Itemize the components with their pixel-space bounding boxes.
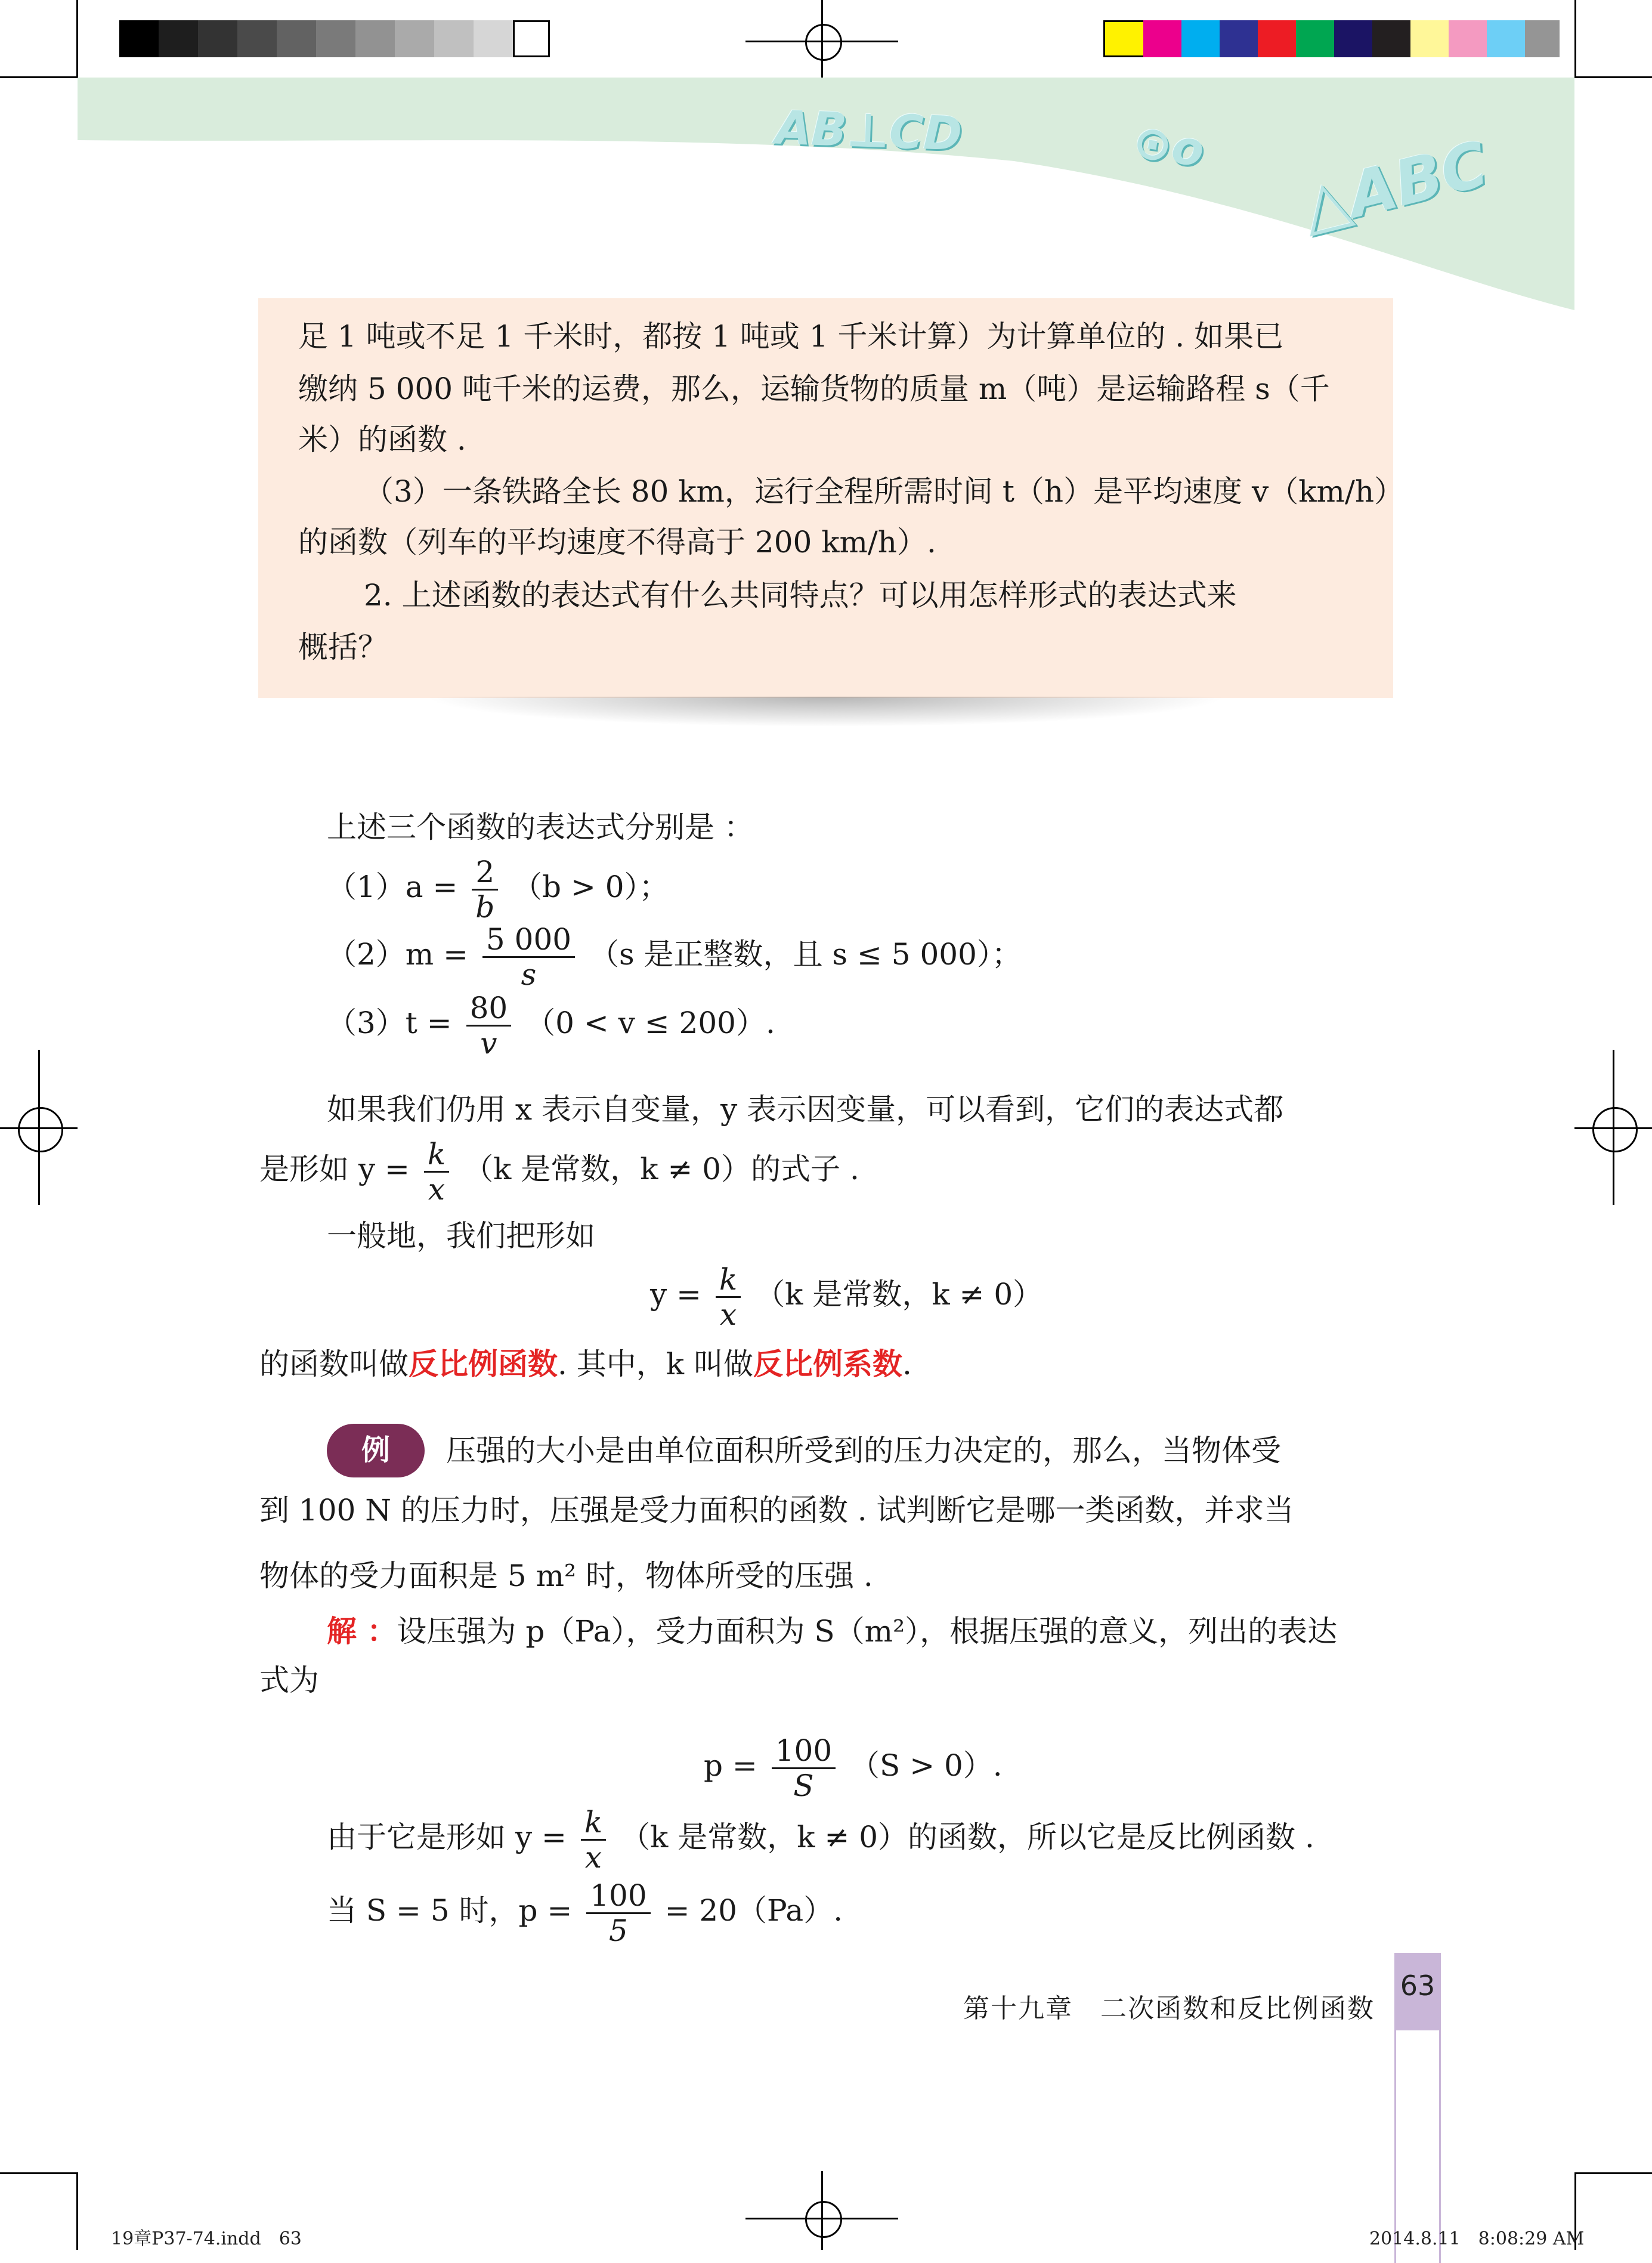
conclusion-2-denominator: 5 (609, 1913, 628, 1948)
header-deco-triangle: △ABC (1294, 127, 1495, 244)
solution-equation-condition: （S > 0）. (850, 1748, 1003, 1783)
chapter-title: 第十九章 二次函数和反比例函数 (963, 1993, 1375, 2024)
paragraph-1: 如果我们仍用 x 表示自变量，y 表示因变量，可以看到，它们的表达式都 (327, 1092, 1284, 1127)
example-line-2: 到 100 N 的压力时，压强是受力面积的函数 . 试判断它是哪一类函数，并求当 (259, 1493, 1294, 1528)
conclusion-1-numerator: k (581, 1806, 606, 1841)
formula-3 (327, 987, 775, 1060)
term-inverse-proportional-coefficient: 反比例系数 (753, 1347, 902, 1381)
paragraph-2-lhs: 是形如 y = (259, 1152, 410, 1186)
paragraph-2-fraction (424, 1137, 449, 1206)
paragraph-2-rest: （k 是常数，k ≠ 0）的式子 . (463, 1152, 859, 1186)
solution-equation-lhs: p = (704, 1748, 757, 1783)
definition-denominator: x (720, 1297, 737, 1332)
header-deco-circles: ⊙o (1130, 115, 1208, 178)
formula-2 (327, 919, 1022, 991)
formula-3-lhs: （3）t = (327, 1006, 452, 1040)
formula-3-numerator: 80 (466, 991, 512, 1027)
definition-sentence (259, 1345, 912, 1383)
solution-equation-numerator: 100 (772, 1734, 836, 1769)
formula-2-denominator: s (521, 957, 537, 992)
paragraph-3: 一般地，我们把形如 (327, 1219, 595, 1253)
box-shadow (258, 697, 1393, 768)
formula-2-fraction (482, 923, 575, 991)
definition-text-b: . 其中，k 叫做 (558, 1347, 753, 1381)
conclusion-2-fraction (586, 1879, 650, 1947)
definition-numerator: k (716, 1263, 741, 1298)
formula-1-lhs: （1）a = (327, 870, 458, 904)
paragraph-2-numerator: k (424, 1137, 449, 1173)
definition-formula (650, 1259, 1042, 1331)
solution-line-2: 式为 (259, 1663, 319, 1698)
formula-3-denominator: v (480, 1025, 497, 1061)
example-line-3: 物体的受力面积是 5 m² 时，物体所受的压强 . (259, 1559, 873, 1593)
solution-text: 设压强为 p（Pa），受力面积为 S（m²），根据压强的意义，列出的表达 (397, 1614, 1338, 1649)
example-line-1: 压强的大小是由单位面积所受到的压力决定的，那么，当物体受 (446, 1433, 1281, 1468)
box-line-4: （3）一条铁路全长 80 km，运行全程所需时间 t（h）是平均速度 v（km/h） (364, 474, 1404, 509)
box-line-3: 米）的函数 . (298, 422, 466, 457)
formula-2-lhs: （2）m = (327, 937, 469, 972)
box-line-1: 足 1 吨或不足 1 千米时，都按 1 吨或 1 千米计算）为计算单位的 . 如果已 (298, 319, 1284, 354)
conclusion-1-rest: （k 是常数，k ≠ 0）的函数，所以它是反比例函数 . (620, 1820, 1314, 1854)
solution-line-1 (327, 1612, 1337, 1650)
box-line-2: 缴纳 5 000 吨千米的运费，那么，运输货物的质量 m（吨）是运输路程 s（千 (298, 372, 1330, 406)
paragraph-2-denominator: x (428, 1171, 446, 1207)
formula-1-fraction (472, 855, 498, 924)
footer-timestamp: 2014.8.11 8:08:29 AM (1369, 2228, 1585, 2249)
term-inverse-proportional-function: 反比例函数 (409, 1347, 558, 1381)
box-line-7: 概括？ (298, 630, 388, 664)
conclusion-2-lhs: 当 S = 5 时，p = (327, 1893, 573, 1928)
formula-1 (327, 851, 669, 924)
conclusion-2-numerator: 100 (586, 1879, 650, 1914)
formula-3-fraction (466, 991, 512, 1060)
conclusion-line-1 (327, 1801, 1314, 1874)
conclusion-1-denominator: x (584, 1840, 602, 1875)
footer-file-info: 19章P37-74.indd 63 (111, 2228, 302, 2249)
formula-3-condition: （0 < v ≤ 200）. (525, 1006, 775, 1040)
definition-condition: （k 是常数，k ≠ 0） (755, 1277, 1043, 1312)
solution-equation-denominator: S (793, 1768, 814, 1803)
definition-text-a: 的函数叫做 (259, 1347, 409, 1381)
formula-2-condition: （s 是正整数，且 s ≤ 5 000）； (589, 937, 1022, 972)
conclusion-2-rest: = 20（Pa）. (664, 1893, 843, 1928)
example-badge: 例 (327, 1424, 425, 1477)
box-line-5: 的函数（列车的平均速度不得高于 200 km/h）. (298, 525, 936, 559)
page-number-tab: 63 (1394, 1953, 1441, 2030)
header-deco-perpendicular: AB⊥CD (774, 101, 963, 162)
solution-equation-fraction (772, 1734, 836, 1803)
formula-2-numerator: 5 000 (482, 923, 575, 958)
definition-lhs: y = (650, 1277, 702, 1312)
conclusion-1-lhs: 由于它是形如 y = (327, 1820, 567, 1854)
intro-text: 上述三个函数的表达式分别是 ： (327, 810, 754, 845)
formula-1-condition: （b > 0）； (512, 870, 669, 904)
box-line-6: 2. 上述函数的表达式有什么共同特点？可以用怎样形式的表达式来 (364, 578, 1237, 613)
paragraph-2 (259, 1133, 859, 1206)
formula-1-denominator: b (475, 889, 495, 925)
definition-text-c: . (902, 1347, 912, 1381)
definition-fraction (716, 1263, 741, 1331)
solution-label: 解 ： (327, 1614, 397, 1649)
solution-equation (704, 1730, 1003, 1803)
conclusion-line-2 (327, 1875, 843, 1947)
formula-1-numerator: 2 (472, 855, 498, 891)
conclusion-1-fraction (581, 1806, 606, 1874)
